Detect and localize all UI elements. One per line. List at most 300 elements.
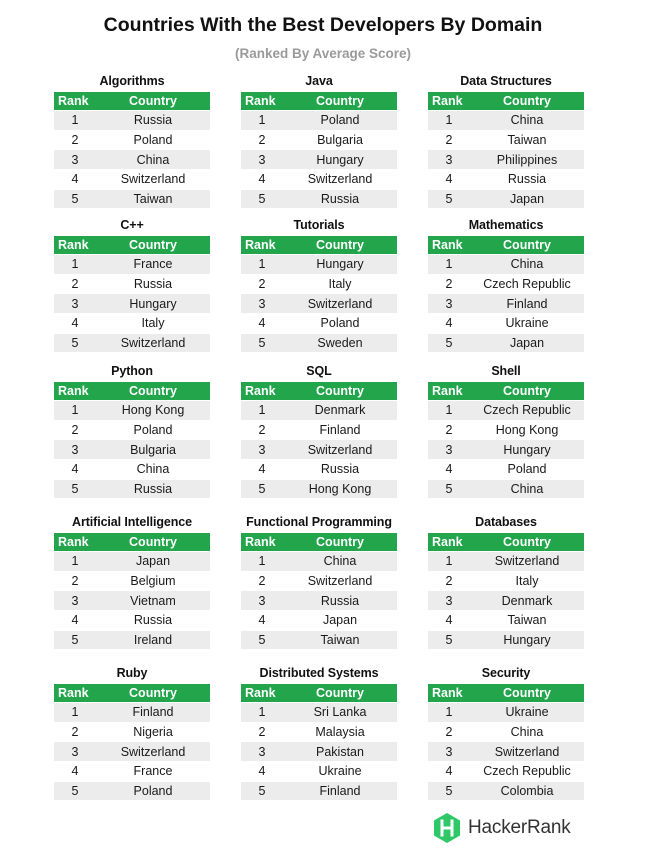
table-row <box>428 630 584 650</box>
panel-c <box>54 214 210 353</box>
rank-cell: 3 <box>428 150 470 170</box>
country-cell: Malaysia <box>283 722 397 742</box>
country-column-header: Country <box>96 382 210 401</box>
country-cell: Finland <box>283 781 397 801</box>
rank-cell: 5 <box>428 479 470 499</box>
page-title: Countries With the Best Developers By Domain <box>103 14 543 36</box>
panel-distributed-systems <box>241 662 397 801</box>
panel-title: Distributed Systems <box>259 666 379 680</box>
ranking-table <box>428 236 584 353</box>
country-column-header: Country <box>96 92 210 111</box>
table-row <box>428 762 584 782</box>
table-row <box>241 130 397 150</box>
panel-title: Ruby <box>116 666 148 680</box>
table-header-row <box>428 236 584 255</box>
country-cell: Hungary <box>283 150 397 170</box>
panel-databases <box>428 511 584 650</box>
table-row <box>241 703 397 723</box>
ranking-table <box>428 92 584 209</box>
rank-cell: 1 <box>241 111 283 131</box>
rank-cell: 4 <box>428 314 470 334</box>
table-row <box>241 611 397 631</box>
country-column-header: Country <box>470 92 584 111</box>
country-cell: Switzerland <box>283 294 397 314</box>
table-row <box>241 781 397 801</box>
panel-title: SQL <box>306 364 332 378</box>
country-cell: Poland <box>96 420 210 440</box>
table-row <box>54 762 210 782</box>
rank-cell: 3 <box>241 150 283 170</box>
table-row <box>428 314 584 334</box>
country-column-header: Country <box>470 533 584 552</box>
country-cell: China <box>96 150 210 170</box>
rank-cell: 1 <box>428 255 470 275</box>
rank-cell: 3 <box>241 440 283 460</box>
table-header-row <box>241 684 397 703</box>
country-cell: Hong Kong <box>96 401 210 421</box>
country-cell: Finland <box>96 703 210 723</box>
country-cell: Switzerland <box>283 571 397 591</box>
panel-title: Algorithms <box>99 74 165 88</box>
panel-shell <box>428 360 584 499</box>
rank-cell: 4 <box>54 314 96 334</box>
country-cell: Japan <box>470 189 584 209</box>
rank-cell: 2 <box>428 722 470 742</box>
table-header-row <box>428 92 584 111</box>
rank-column-header: Rank <box>428 684 470 703</box>
country-cell: Poland <box>96 781 210 801</box>
rank-cell: 1 <box>428 401 470 421</box>
table-row <box>241 762 397 782</box>
rank-cell: 2 <box>428 571 470 591</box>
country-cell: Poland <box>283 111 397 131</box>
country-cell: Finland <box>283 420 397 440</box>
rank-cell: 1 <box>54 552 96 572</box>
rank-cell: 5 <box>54 189 96 209</box>
rank-column-header: Rank <box>428 382 470 401</box>
country-cell: Sweden <box>283 333 397 353</box>
panel-data-structures <box>428 70 584 209</box>
rank-cell: 4 <box>241 314 283 334</box>
rank-column-header: Rank <box>241 382 283 401</box>
table-row <box>54 630 210 650</box>
rank-cell: 5 <box>241 333 283 353</box>
country-column-header: Country <box>470 236 584 255</box>
rank-cell: 1 <box>428 703 470 723</box>
country-cell: Denmark <box>470 591 584 611</box>
table-row <box>428 742 584 762</box>
table-row <box>241 333 397 353</box>
rank-cell: 2 <box>428 274 470 294</box>
rank-cell: 2 <box>54 571 96 591</box>
rank-cell: 1 <box>241 552 283 572</box>
table-row <box>54 591 210 611</box>
panel-title: Artificial Intelligence <box>72 515 192 529</box>
page-subtitle: (Ranked By Average Score) <box>234 46 412 61</box>
rank-cell: 5 <box>54 479 96 499</box>
table-row <box>241 552 397 572</box>
panel-artificial-intelligence <box>54 511 210 650</box>
country-cell: Japan <box>470 333 584 353</box>
rank-cell: 4 <box>428 460 470 480</box>
table-row <box>54 111 210 131</box>
rank-cell: 3 <box>241 294 283 314</box>
country-cell: France <box>96 255 210 275</box>
rank-cell: 4 <box>54 762 96 782</box>
country-cell: Russia <box>96 611 210 631</box>
country-cell: Ukraine <box>283 762 397 782</box>
panel-title: Java <box>305 74 333 88</box>
table-header-row <box>54 92 210 111</box>
country-cell: Russia <box>470 170 584 190</box>
rank-cell: 5 <box>428 189 470 209</box>
rank-cell: 1 <box>428 552 470 572</box>
table-row <box>241 189 397 209</box>
table-header-row <box>54 382 210 401</box>
panel-title: Mathematics <box>468 218 544 232</box>
table-header-row <box>241 236 397 255</box>
panel-title: Functional Programming <box>246 515 392 529</box>
table-row <box>54 274 210 294</box>
rank-cell: 1 <box>241 401 283 421</box>
table-row <box>428 189 584 209</box>
ranking-table <box>428 533 584 650</box>
rank-cell: 5 <box>54 630 96 650</box>
country-cell: Hungary <box>470 440 584 460</box>
rank-cell: 2 <box>428 130 470 150</box>
panel-functional-programming <box>241 511 397 650</box>
table-row <box>54 314 210 334</box>
rank-column-header: Rank <box>241 236 283 255</box>
rank-column-header: Rank <box>241 533 283 552</box>
country-column-header: Country <box>283 684 397 703</box>
country-cell: Hungary <box>96 294 210 314</box>
panel-tutorials <box>241 214 397 353</box>
country-cell: Ireland <box>96 630 210 650</box>
table-row <box>241 440 397 460</box>
country-cell: Russia <box>96 111 210 131</box>
table-row <box>428 150 584 170</box>
country-column-header: Country <box>283 236 397 255</box>
country-cell: France <box>96 762 210 782</box>
table-row <box>54 150 210 170</box>
rank-cell: 4 <box>241 460 283 480</box>
table-row <box>54 742 210 762</box>
panel-mathematics <box>428 214 584 353</box>
country-cell: Switzerland <box>96 170 210 190</box>
country-cell: Finland <box>470 294 584 314</box>
panel-algorithms <box>54 70 210 209</box>
rank-cell: 5 <box>241 479 283 499</box>
country-cell: Switzerland <box>470 552 584 572</box>
table-row <box>241 571 397 591</box>
table-header-row <box>241 92 397 111</box>
table-row <box>428 333 584 353</box>
country-cell: China <box>470 255 584 275</box>
table-row <box>428 255 584 275</box>
country-cell: Bulgaria <box>96 440 210 460</box>
country-cell: Taiwan <box>283 630 397 650</box>
country-cell: Taiwan <box>96 189 210 209</box>
panel-title: Security <box>481 666 531 680</box>
panel-title: C++ <box>120 218 144 232</box>
ranking-table <box>428 382 584 499</box>
rank-column-header: Rank <box>54 236 96 255</box>
rank-cell: 4 <box>54 611 96 631</box>
table-header-row <box>428 684 584 703</box>
hackerrank-logo <box>432 812 571 844</box>
country-cell: Taiwan <box>470 130 584 150</box>
rank-column-header: Rank <box>54 684 96 703</box>
rank-cell: 4 <box>241 170 283 190</box>
country-cell: Switzerland <box>470 742 584 762</box>
table-row <box>54 722 210 742</box>
table-row <box>241 255 397 275</box>
table-row <box>428 479 584 499</box>
rank-column-header: Rank <box>54 92 96 111</box>
ranking-table <box>241 533 397 650</box>
country-column-header: Country <box>470 684 584 703</box>
rank-cell: 3 <box>428 591 470 611</box>
rank-cell: 5 <box>54 333 96 353</box>
table-row <box>241 111 397 131</box>
country-column-header: Country <box>283 533 397 552</box>
rank-cell: 1 <box>54 401 96 421</box>
rank-cell: 5 <box>428 781 470 801</box>
country-cell: Italy <box>470 571 584 591</box>
table-header-row <box>54 236 210 255</box>
country-cell: Czech Republic <box>470 762 584 782</box>
table-row <box>428 130 584 150</box>
rank-cell: 2 <box>241 571 283 591</box>
table-row <box>241 274 397 294</box>
rank-cell: 3 <box>428 742 470 762</box>
country-cell: Denmark <box>283 401 397 421</box>
country-cell: Sri Lanka <box>283 703 397 723</box>
country-cell: Belgium <box>96 571 210 591</box>
rank-cell: 1 <box>241 255 283 275</box>
rank-cell: 3 <box>54 294 96 314</box>
panel-title: Data Structures <box>460 74 552 88</box>
country-cell: Hungary <box>470 630 584 650</box>
rank-column-header: Rank <box>241 684 283 703</box>
table-row <box>241 591 397 611</box>
country-cell: Philippines <box>470 150 584 170</box>
rank-column-header: Rank <box>54 382 96 401</box>
rank-cell: 1 <box>241 703 283 723</box>
table-row <box>54 460 210 480</box>
country-cell: Hungary <box>283 255 397 275</box>
table-row <box>241 479 397 499</box>
rank-cell: 5 <box>428 333 470 353</box>
table-row <box>54 440 210 460</box>
rank-column-header: Rank <box>241 92 283 111</box>
rank-cell: 2 <box>241 274 283 294</box>
logo-text: HackerRank <box>468 817 571 838</box>
country-cell: Ukraine <box>470 314 584 334</box>
panel-ruby <box>54 662 210 801</box>
panel-title: Shell <box>491 364 521 378</box>
table-row <box>241 420 397 440</box>
table-row <box>54 401 210 421</box>
country-cell: Russia <box>283 591 397 611</box>
ranking-table <box>54 236 210 353</box>
table-row <box>241 314 397 334</box>
rank-cell: 3 <box>54 742 96 762</box>
country-cell: Russia <box>96 274 210 294</box>
country-column-header: Country <box>470 382 584 401</box>
rank-cell: 4 <box>428 611 470 631</box>
rank-cell: 1 <box>428 111 470 131</box>
rank-cell: 5 <box>241 189 283 209</box>
panel-python <box>54 360 210 499</box>
table-row <box>428 274 584 294</box>
table-row <box>54 333 210 353</box>
table-row <box>54 703 210 723</box>
country-cell: China <box>96 460 210 480</box>
rank-cell: 4 <box>241 762 283 782</box>
table-header-row <box>54 684 210 703</box>
country-cell: Switzerland <box>283 440 397 460</box>
table-row <box>54 781 210 801</box>
table-row <box>54 611 210 631</box>
rank-cell: 4 <box>54 170 96 190</box>
country-cell: China <box>283 552 397 572</box>
rank-cell: 3 <box>428 440 470 460</box>
rank-cell: 1 <box>54 703 96 723</box>
table-row <box>241 742 397 762</box>
rank-cell: 5 <box>241 781 283 801</box>
country-cell: Hong Kong <box>283 479 397 499</box>
country-cell: Japan <box>96 552 210 572</box>
country-cell: Russia <box>96 479 210 499</box>
country-cell: Switzerland <box>283 170 397 190</box>
ranking-table <box>241 92 397 209</box>
rank-cell: 3 <box>54 591 96 611</box>
country-cell: China <box>470 111 584 131</box>
table-row <box>428 571 584 591</box>
table-row <box>54 130 210 150</box>
table-row <box>241 722 397 742</box>
panel-security <box>428 662 584 801</box>
country-cell: Italy <box>96 314 210 334</box>
table-row <box>428 722 584 742</box>
table-row <box>428 420 584 440</box>
table-row <box>428 611 584 631</box>
rank-cell: 5 <box>428 630 470 650</box>
table-row <box>54 420 210 440</box>
table-row <box>54 255 210 275</box>
rank-cell: 4 <box>241 611 283 631</box>
table-header-row <box>428 382 584 401</box>
panel-title: Databases <box>475 515 537 529</box>
rank-cell: 3 <box>241 591 283 611</box>
ranking-table <box>54 92 210 209</box>
rank-cell: 2 <box>54 274 96 294</box>
country-column-header: Country <box>283 382 397 401</box>
rank-cell: 3 <box>54 440 96 460</box>
country-cell: China <box>470 479 584 499</box>
table-row <box>54 479 210 499</box>
rank-column-header: Rank <box>428 236 470 255</box>
table-header-row <box>241 382 397 401</box>
panel-java <box>241 70 397 209</box>
country-cell: Poland <box>283 314 397 334</box>
hackerrank-logo-icon <box>432 812 462 844</box>
table-row <box>241 460 397 480</box>
table-header-row <box>241 533 397 552</box>
table-row <box>428 781 584 801</box>
table-row <box>241 401 397 421</box>
country-column-header: Country <box>96 236 210 255</box>
rank-cell: 4 <box>428 170 470 190</box>
country-cell: Italy <box>283 274 397 294</box>
ranking-table <box>241 236 397 353</box>
country-cell: Taiwan <box>470 611 584 631</box>
country-cell: Czech Republic <box>470 274 584 294</box>
ranking-table <box>54 382 210 499</box>
ranking-table <box>54 533 210 650</box>
country-cell: Hong Kong <box>470 420 584 440</box>
country-cell: Russia <box>283 189 397 209</box>
rank-cell: 4 <box>428 762 470 782</box>
rank-cell: 5 <box>54 781 96 801</box>
country-cell: Russia <box>283 460 397 480</box>
table-row <box>241 150 397 170</box>
table-row <box>428 552 584 572</box>
rank-cell: 2 <box>428 420 470 440</box>
rank-cell: 2 <box>241 130 283 150</box>
country-column-header: Country <box>96 684 210 703</box>
table-row <box>54 552 210 572</box>
rank-cell: 3 <box>54 150 96 170</box>
table-row <box>428 294 584 314</box>
rank-cell: 2 <box>241 722 283 742</box>
table-row <box>428 111 584 131</box>
country-cell: Pakistan <box>283 742 397 762</box>
country-cell: Czech Republic <box>470 401 584 421</box>
table-row <box>428 401 584 421</box>
ranking-table <box>241 382 397 499</box>
country-cell: China <box>470 722 584 742</box>
country-cell: Poland <box>470 460 584 480</box>
country-cell: Japan <box>283 611 397 631</box>
rank-column-header: Rank <box>428 533 470 552</box>
rank-cell: 2 <box>54 420 96 440</box>
rank-cell: 3 <box>241 742 283 762</box>
rank-cell: 1 <box>54 111 96 131</box>
table-row <box>428 460 584 480</box>
country-cell: Ukraine <box>470 703 584 723</box>
table-row <box>54 294 210 314</box>
country-cell: Bulgaria <box>283 130 397 150</box>
rank-cell: 2 <box>241 420 283 440</box>
rank-cell: 2 <box>54 722 96 742</box>
panel-title: Tutorials <box>293 218 345 232</box>
table-row <box>241 630 397 650</box>
country-cell: Switzerland <box>96 742 210 762</box>
rank-cell: 1 <box>54 255 96 275</box>
table-row <box>54 170 210 190</box>
table-row <box>428 440 584 460</box>
rank-cell: 3 <box>428 294 470 314</box>
table-row <box>428 703 584 723</box>
ranking-table <box>54 684 210 801</box>
table-row <box>428 591 584 611</box>
ranking-table <box>241 684 397 801</box>
panel-title: Python <box>111 364 153 378</box>
table-row <box>428 170 584 190</box>
